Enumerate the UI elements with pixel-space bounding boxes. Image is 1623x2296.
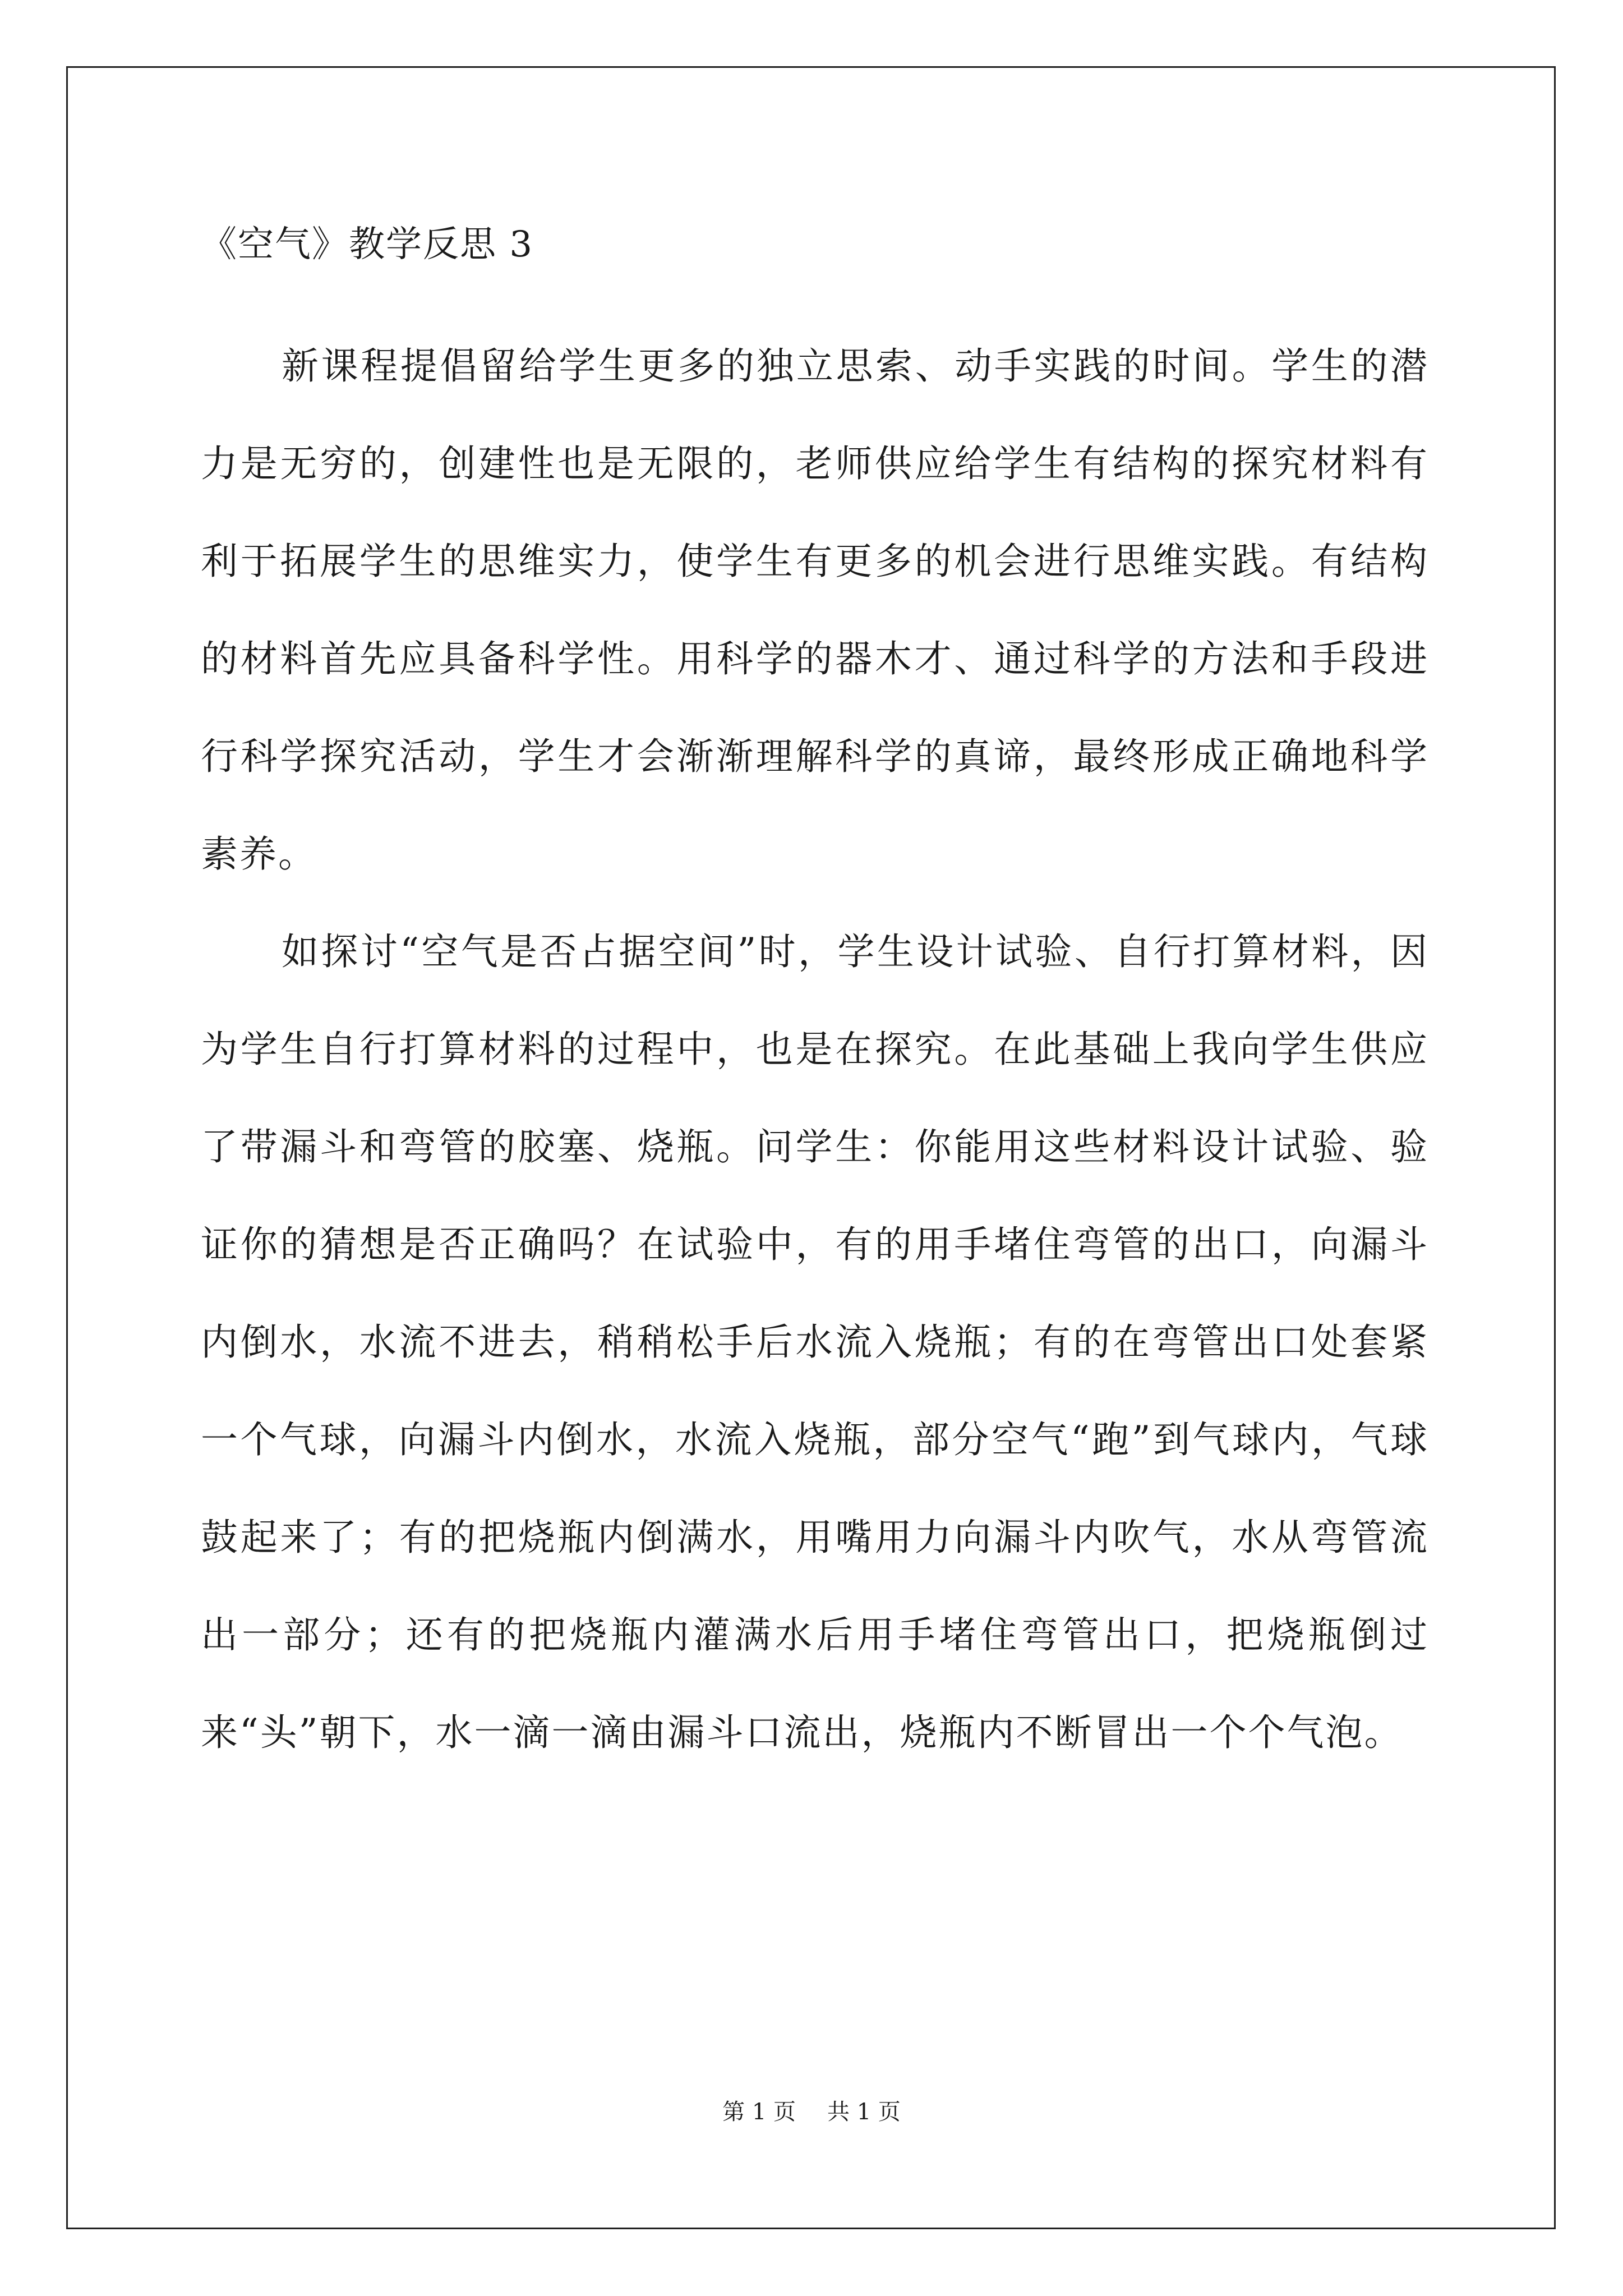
page-total: 共 1 页 — [827, 2099, 901, 2125]
document-body — [201, 220, 1429, 1782]
page-footer — [0, 2098, 1623, 2126]
page-number: 第 1 页 — [722, 2099, 796, 2125]
paragraph-2: 如探讨“空气是否占据空间”时，学生设计试验、自行打算材料，因为学生自行打算材料的过程中，也是在探究。在此基础上我向学生供应了带漏斗和弯管的胶塞、烧瓶。问学生：你能用这些材料设计试验、验证你的猜想是否正确吗？在试验中，有的用手堵住弯管的出口，向漏斗内倒水，水流不进去，稍稍松手后水流入烧瓶；有的在弯管出口处套紧一个气球，向漏斗内倒水，水流入烧瓶，部分空气“跑”到气球内，气球鼓起来了；有的把烧瓶内倒满水，用嘴用力向漏斗内吹气，水从弯管流出一部分；还有的把烧瓶内灌满水后用手堵住弯管出口，把烧瓶倒过来“头”朝下，水一滴一滴由漏斗口流出，烧瓶内不断冒出一个个气泡。 — [201, 930, 1429, 1754]
document-title: 《空气》教学反思 3 — [201, 224, 534, 265]
paragraph-1: 新课程提倡留给学生更多的独立思索、动手实践的时间。学生的潜力是无穷的，创建性也是无限的，老师供应给学生有结构的探究材料有利于拓展学生的思维实力，使学生有更多的机会进行思维实践。有结构的材料首先应具备科学性。用科学的器木才、通过科学的方法和手段进行科学探究活动，学生才会渐渐理解科学的真谛，最终形成正确地科学素养。 — [201, 344, 1429, 876]
